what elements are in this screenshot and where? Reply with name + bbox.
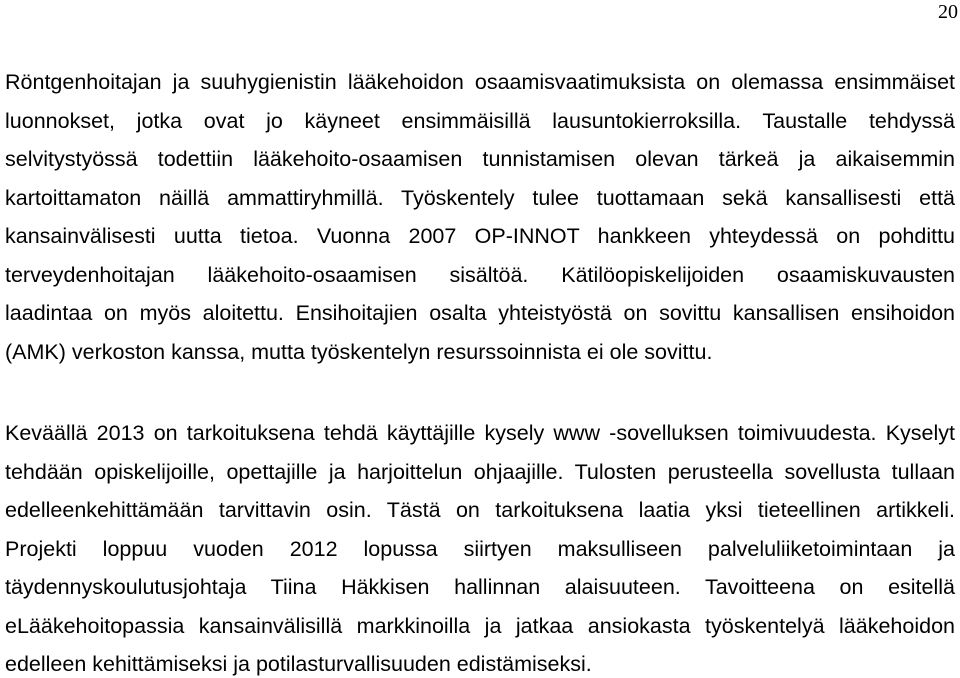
text-line: Keväällä 2013 on tarkoituksena tehdä käyttäjille kysely www -sovelluksen toimivuudesta. Kyselyt: [5, 421, 955, 445]
text-line: kansainvälisesti uutta tietoa. Vuonna 2007 OP-INNOT hankkeen yhteydessä on pohdittu: [5, 224, 955, 248]
text-line: (AMK) verkoston kanssa, mutta työskentelyn resurssoinnista ei ole sovittu.: [5, 339, 713, 364]
text-line: Projekti loppuu vuoden 2012 lopussa siirtyen maksulliseen palveluliiketoimintaan ja: [5, 536, 955, 561]
text-line: selvitystyössä todettiin lääkehoito-osaamisen tunnistamisen olevan tärkeä ja aikaisemmin: [5, 147, 955, 171]
paragraph-1: [5, 63, 955, 371]
text-line: edelleen kehittämiseksi ja potilasturvallisuuden edistämiseksi.: [5, 652, 592, 676]
text-line: laadintaa on myös aloitettu. Ensihoitajien osalta yhteistyöstä on sovittu kansallisen ensihoidon: [5, 301, 955, 325]
paragraph-2: [5, 414, 955, 678]
text-line: edelleenkehittämään tarvittavin osin. Tästä on tarkoituksena laatia yksi tieteellinen artikkeli.: [5, 498, 955, 522]
text-line: luonnokset, jotka ovat jo käyneet ensimmäisillä lausuntokierroksilla. Taustalle tehdyssä: [5, 108, 955, 133]
text-line: täydennyskoulutusjohtaja Tiina Häkkisen hallinnan alaisuuteen. Tavoitteena on esitellä: [5, 575, 955, 599]
text-line: terveydenhoitajan lääkehoito-osaamisen sisältöä. Kätilöopiskelijoiden osaamiskuvausten: [5, 262, 955, 287]
text-line: tehdään opiskelijoille, opettajille ja harjoittelun ohjaajille. Tulosten perusteella sovellusta tullaan: [5, 459, 955, 484]
page-number: 20: [938, 1, 958, 23]
text-line: kartoittamaton näillä ammattiryhmillä. Työskentely tulee tuottamaan sekä kansallisesti että: [5, 185, 955, 210]
text-line: Röntgenhoitajan ja suuhygienistin lääkehoidon osaamisvaatimuksista on olemassa ensimmäiset: [5, 70, 955, 94]
text-line: eLääkehoitopassia kansainvälisillä markkinoilla ja jatkaa ansiokasta työskentelyä lääkehoidon: [5, 613, 955, 638]
